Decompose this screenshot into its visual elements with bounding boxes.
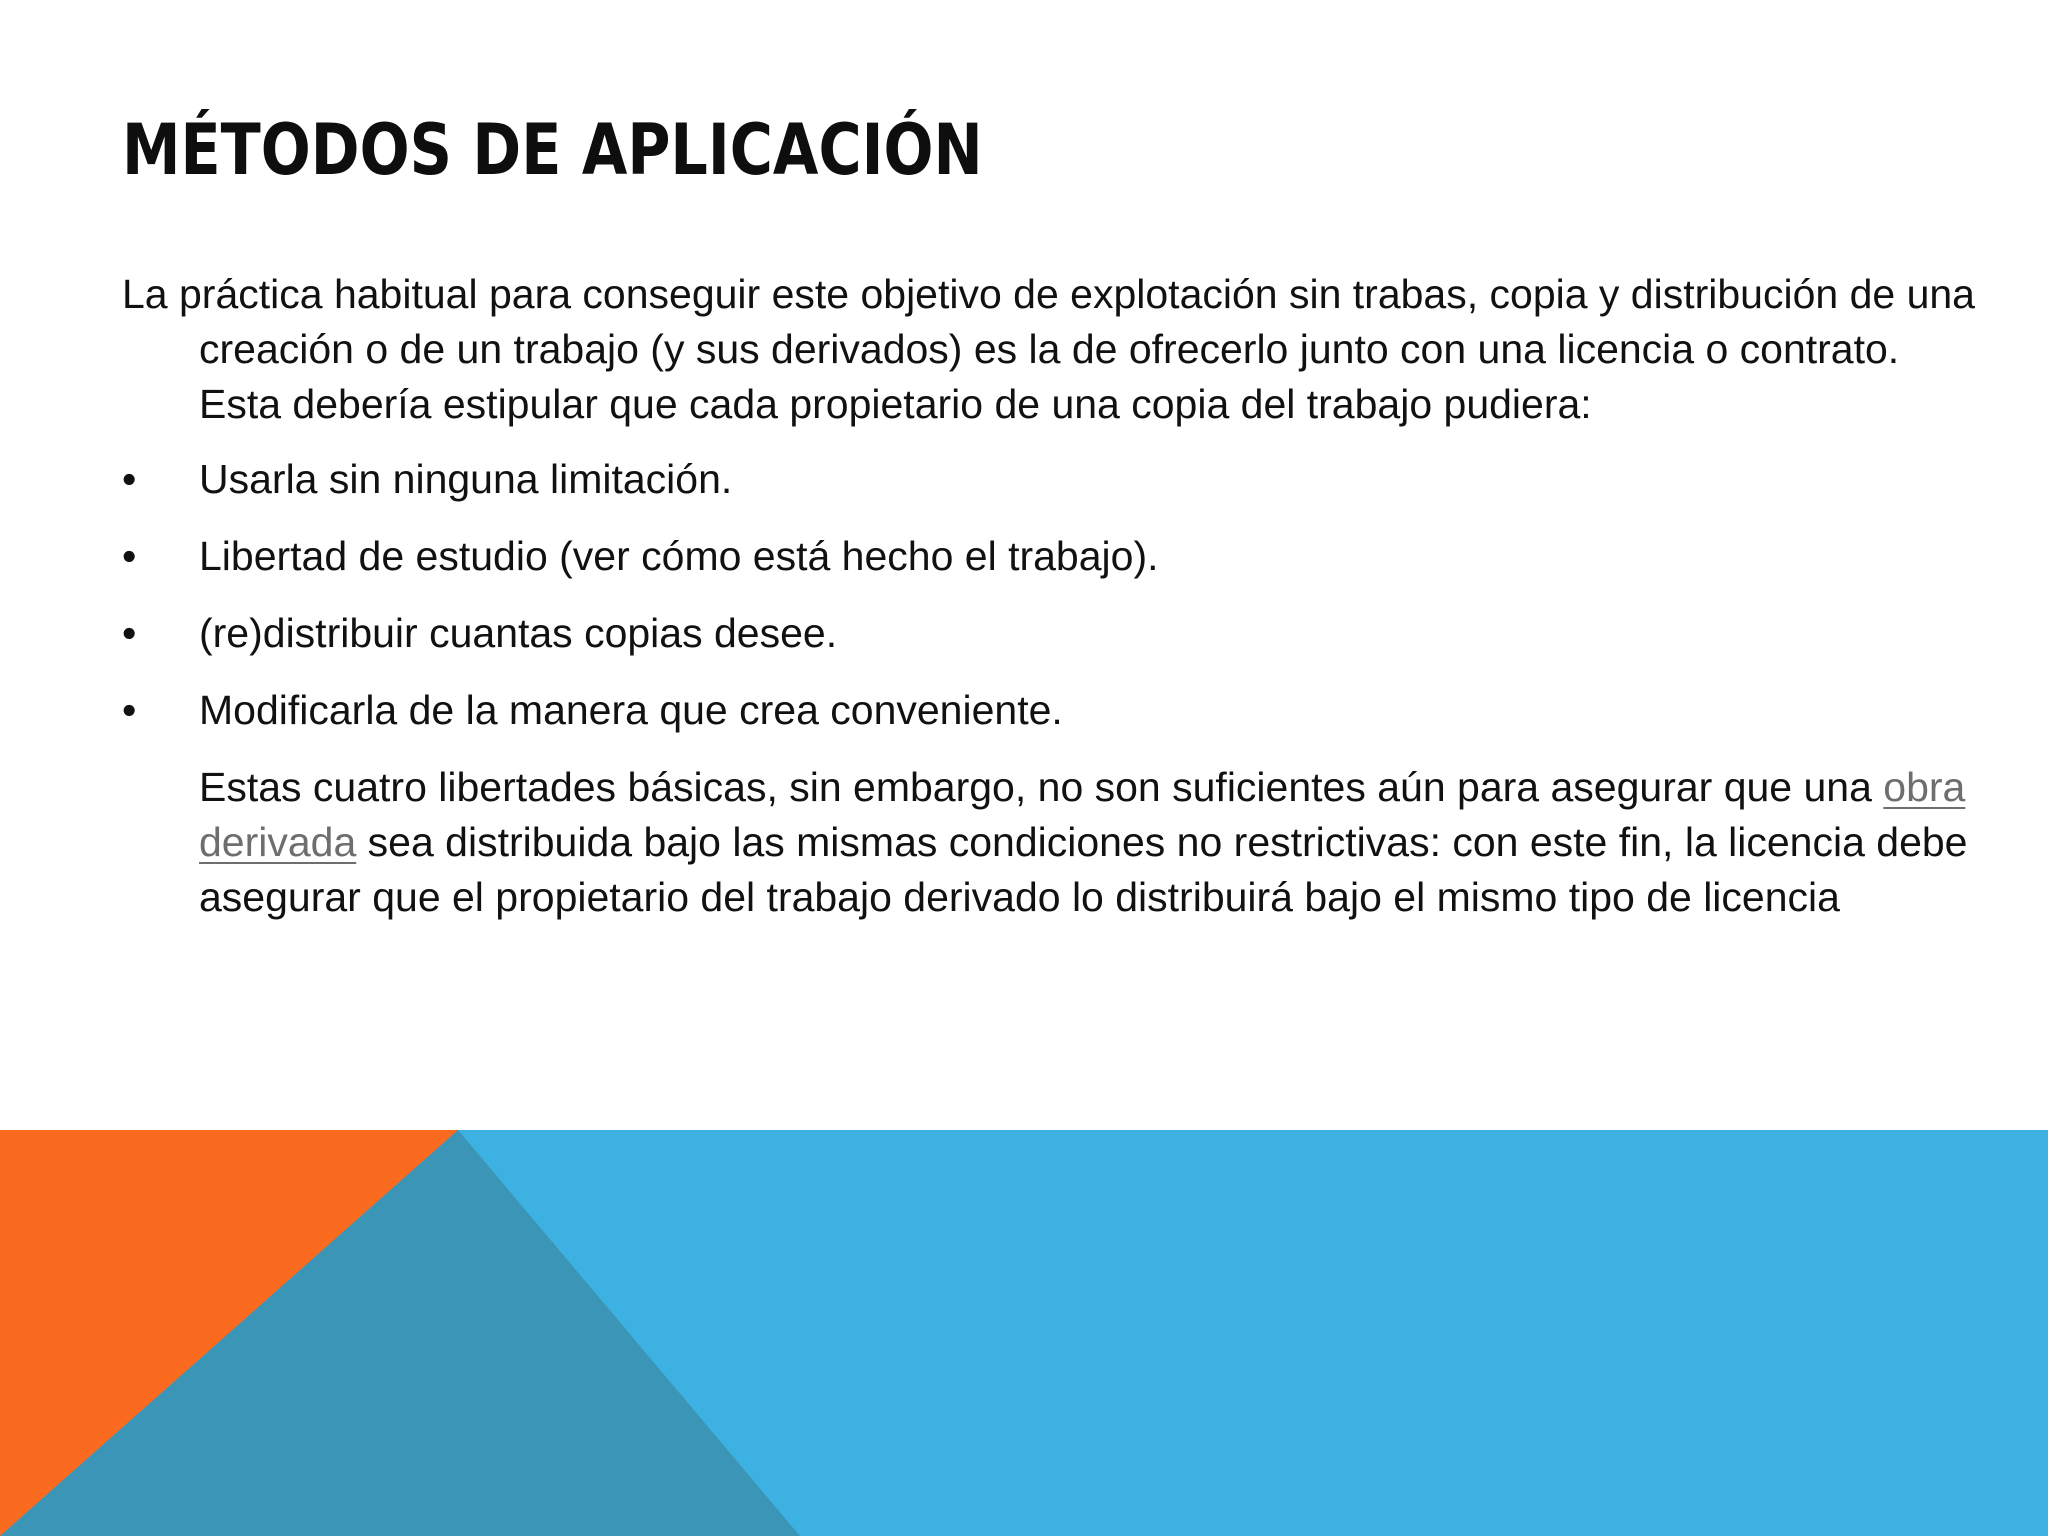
slide-title: MÉTODOS DE APLICACIÓN bbox=[122, 109, 983, 191]
list-item bbox=[122, 606, 1982, 661]
bullet-text: Libertad de estudio (ver cómo está hecho el trabajo). bbox=[199, 533, 1159, 579]
bullet-text: Usarla sin ninguna limitación. bbox=[199, 456, 733, 502]
bullet-icon: • bbox=[122, 610, 137, 656]
list-item bbox=[122, 683, 1982, 738]
closing-paragraph bbox=[122, 760, 1982, 925]
bullet-list bbox=[122, 452, 1982, 738]
bullet-text: (re)distribuir cuantas copias desee. bbox=[199, 610, 838, 656]
bullet-icon: • bbox=[122, 456, 137, 502]
closing-text-start: Estas cuatro libertades básicas, sin embargo, no son suficientes aún para asegurar que una bbox=[199, 764, 1884, 810]
bullet-icon: • bbox=[122, 533, 137, 579]
slide-body bbox=[122, 267, 1982, 925]
list-item bbox=[122, 529, 1982, 584]
list-item bbox=[122, 452, 1982, 507]
closing-text-end: sea distribuida bajo las mismas condiciones no restrictivas: con este fin, la licencia debe asegurar que el propietario del trabajo derivado lo distribuirá bajo el mismo tipo de licencia bbox=[199, 819, 1968, 920]
intro-paragraph: La práctica habitual para conseguir este objetivo de explotación sin trabas, copia y distribución de una creación o de un trabajo (y sus derivados) es la de ofrecerlo junto con una licencia o contrato. Esta debería estipular que cada propietario de una copia del trabajo pudiera: bbox=[122, 271, 1975, 427]
obra-derivada-link[interactable]: obra derivada bbox=[199, 764, 1966, 865]
bullet-text: Modificarla de la manera que crea conveniente. bbox=[199, 687, 1063, 733]
bullet-icon: • bbox=[122, 687, 137, 733]
decorative-footer-band bbox=[0, 1130, 2048, 1536]
